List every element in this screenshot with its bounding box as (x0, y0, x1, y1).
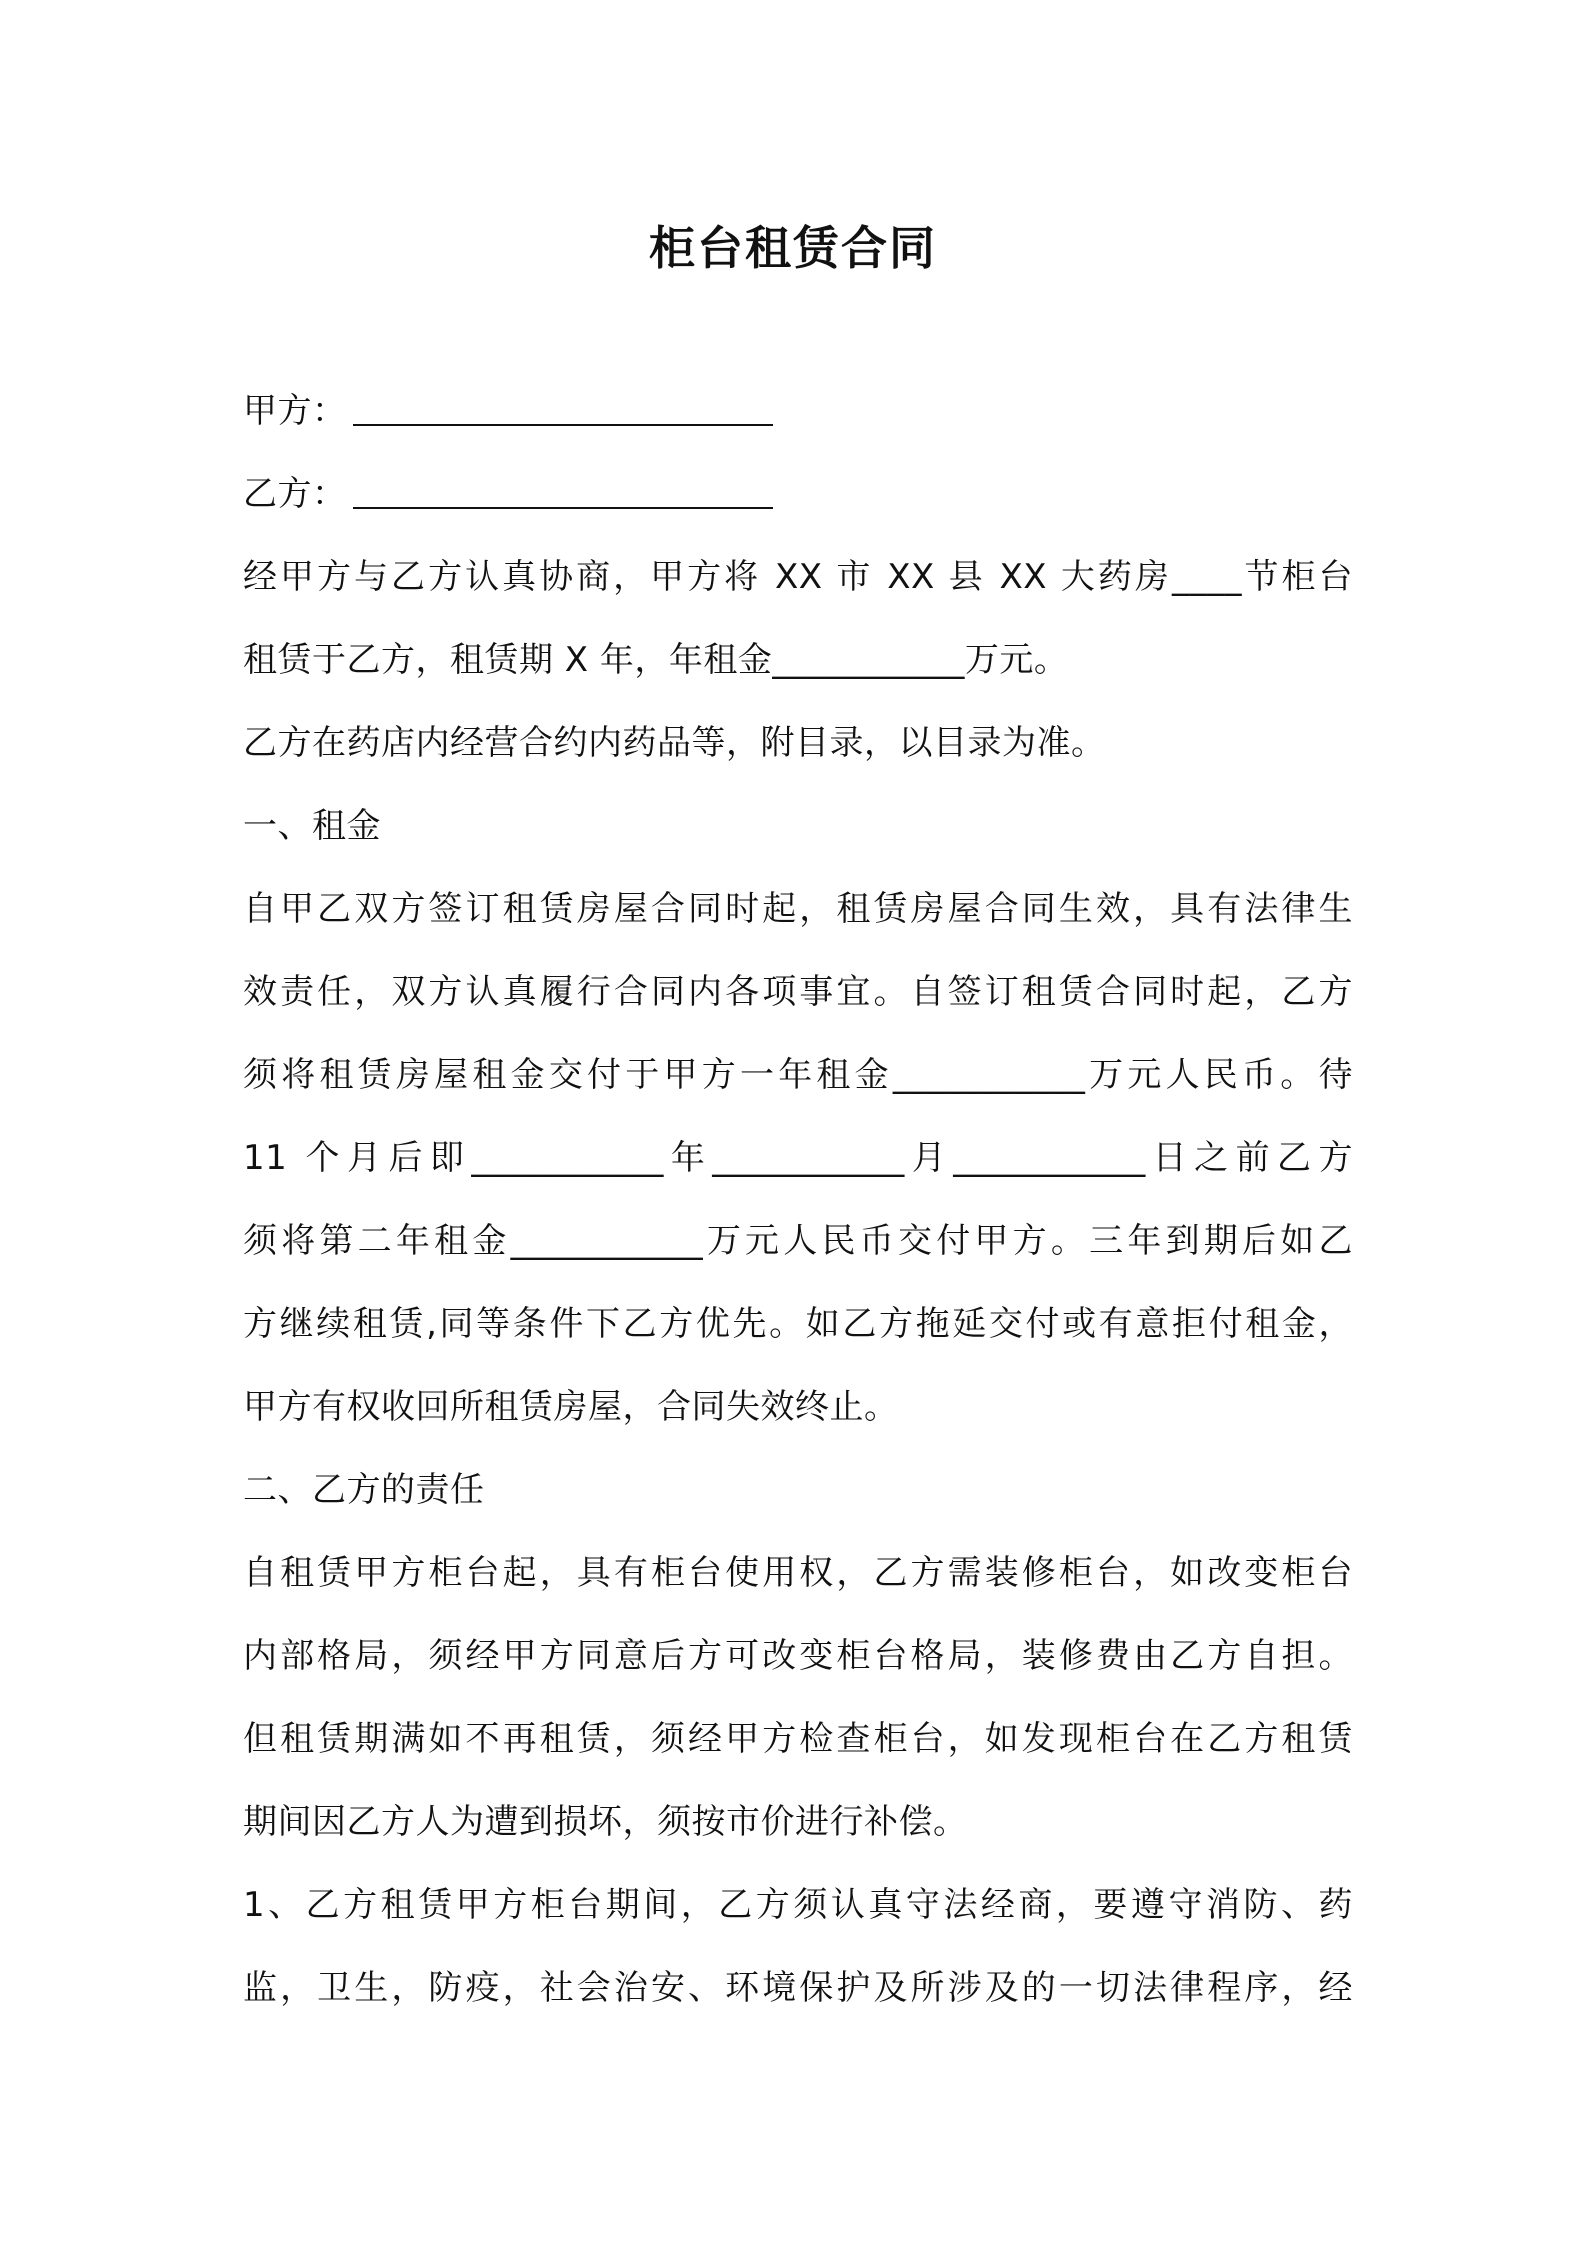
party-b-label: 乙方： (243, 474, 347, 514)
body-line: 甲方有权收回所租赁房屋，合同失效终止。 (243, 1387, 899, 1427)
body-line: 乙方在药店内经营合约内药品等，附目录，以目录为准。 (243, 723, 1106, 763)
body-line: 须将租赁房屋租金交付于甲方一年租金___________万元人民币。待 (243, 1055, 1353, 1095)
party-a-blank (353, 422, 773, 426)
document-title: 柜台租赁合同 (649, 221, 937, 275)
party-a-label: 甲方： (243, 391, 347, 431)
body-line: 11 个月后即___________年___________月___________日之前乙方 (243, 1138, 1353, 1178)
body-line: 经甲方与乙方认真协商，甲方将 XX 市 XX 县 XX 大药房____节柜台 (243, 557, 1353, 597)
party-b-blank (353, 505, 773, 509)
body-line: 自租赁甲方柜台起，具有柜台使用权，乙方需装修柜台，如改变柜台 (243, 1553, 1353, 1593)
body-line: 租赁于乙方，租赁期 X 年，年租金___________万元。 (243, 640, 1069, 680)
body-line: 内部格局，须经甲方同意后方可改变柜台格局，装修费由乙方自担。 (243, 1636, 1353, 1676)
document-body (243, 370, 1353, 2030)
body-line: 须将第二年租金___________万元人民币交付甲方。三年到期后如乙 (243, 1221, 1353, 1261)
body-line: 自甲乙双方签订租赁房屋合同时起，租赁房屋合同生效，具有法律生 (243, 889, 1353, 929)
body-line: 效责任，双方认真履行合同内各项事宜。自签订租赁合同时起，乙方 (243, 972, 1353, 1012)
body-line: 方继续租赁,同等条件下乙方优先。如乙方拖延交付或有意拒付租金， (243, 1304, 1353, 1344)
body-line: 1、乙方租赁甲方柜台期间，乙方须认真守法经商，要遵守消防、药 (243, 1885, 1353, 1925)
section-heading: 二、乙方的责任 (243, 1470, 485, 1510)
section-heading: 一、租金 (243, 806, 381, 846)
body-line: 期间因乙方人为遭到损坏，须按市价进行补偿。 (243, 1802, 968, 1842)
body-line: 但租赁期满如不再租赁，须经甲方检查柜台，如发现柜台在乙方租赁 (243, 1719, 1353, 1759)
party-b-line (243, 453, 1353, 536)
body-line: 监，卫生，防疫，社会治安、环境保护及所涉及的一切法律程序，经 (243, 1968, 1353, 2008)
party-a-line (243, 370, 1353, 453)
